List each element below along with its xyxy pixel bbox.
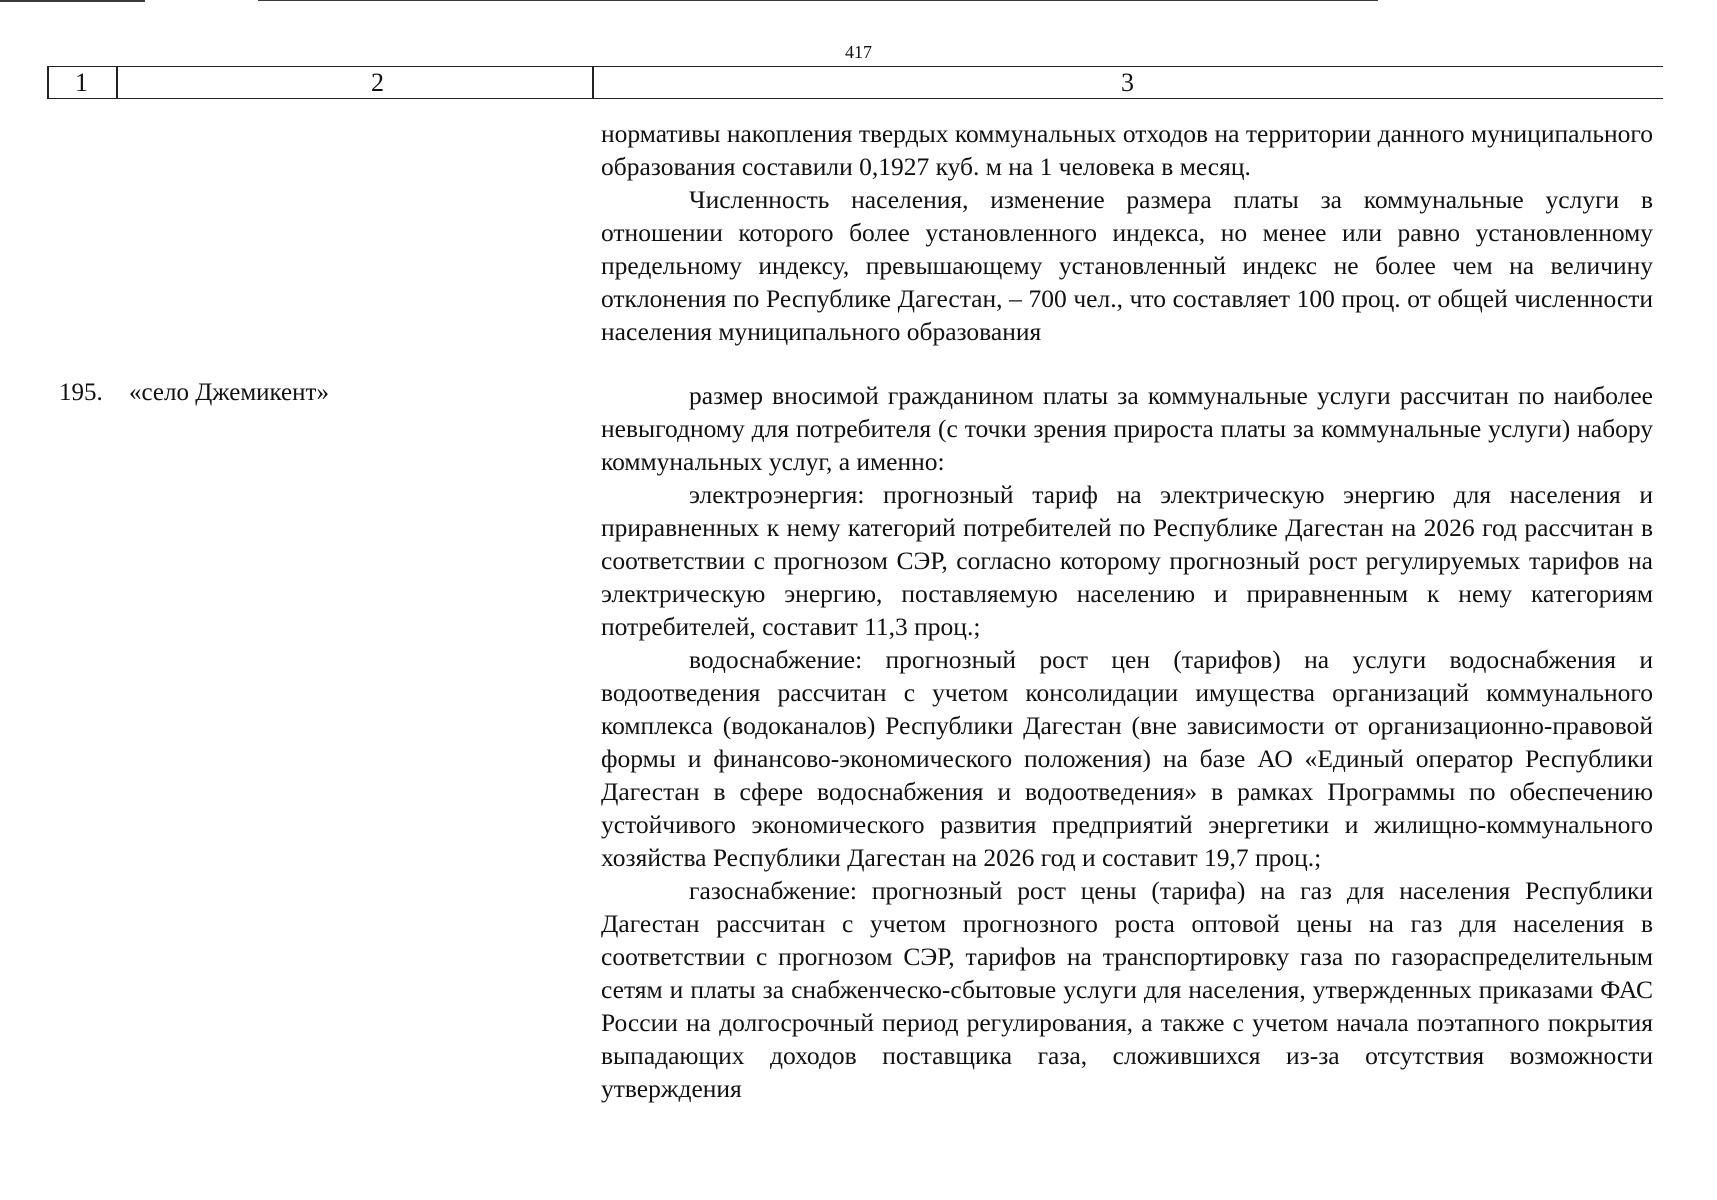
- header-col-3: 3: [1121, 68, 1134, 97]
- continuation-paragraph: нормативы накопления твердых коммунальных отходов на территории данного муниципального образования составили 0,1927 куб. м на 1 человека в месяц.: [601, 119, 1653, 181]
- continuation-paragraph: Численность населения, изменение размера платы за коммунальные услуги в отношении которого более установленного индекса, но менее или равно установленному предельному индексу, превышающему установленный индекс не более чем на величину отклонения по Республике Дагестан, – 700 чел., что составляет 100 проц. от общей численности населения муниципального образования: [601, 185, 1653, 346]
- scan-edge-left: [0, 0, 145, 2]
- entry-name: «село Джемикент»: [129, 379, 329, 406]
- table-header-row: [47, 66, 1663, 99]
- entry-description: [601, 379, 1653, 1105]
- header-col-1: 1: [75, 68, 88, 97]
- entry-paragraph: водоснабжение: прогнозный рост цен (тарифов) на услуги водоснабжения и водоотведения рассчитан с учетом консолидации имущества организаций коммунального комплекса (водоканалов) Республики Дагестан (вне зависимости от организационно-правовой формы и финансово-экономического положения) на базе АО «Единый оператор Республики Дагестан в сфере водоснабжения и водоотведения» в рамках Программы по обеспечению устойчивого экономического развития предприятий энергетики и жилищно-коммунального хозяйства Республики Дагестан на 2026 год и составит 19,7 проц.;: [601, 645, 1653, 872]
- entry-paragraph: газоснабжение: прогнозный рост цены (тарифа) на газ для населения Республики Дагестан рассчитан с учетом прогнозного роста оптовой цены на газ для населения в соответствии с прогнозом СЭР, тарифов на транспортировку газа по газораспределительным сетям и платы за снабженческо-сбытовые услуги для населения, утвержденных приказами ФАС России на долгосрочный период регулирования, а также с учетом начала поэтапного покрытия выпадающих доходов поставщика газа, сложившихся из-за отсутствия возможности утверждения: [601, 876, 1653, 1103]
- entry-paragraph: размер вносимой гражданином платы за коммунальные услуги рассчитан по наиболее невыгодному для потребителя (с точки зрения прироста платы за коммунальные услуги) набору коммунальных услуг, а именно:: [601, 381, 1653, 476]
- header-col-2: 2: [371, 68, 384, 97]
- entry-number: 195.: [59, 379, 103, 406]
- entry-paragraph: электроэнергия: прогнозный тариф на электрическую энергию для населения и приравненных к нему категорий потребителей по Республике Дагестан на 2026 год рассчитан в соответствии с прогнозом СЭР, согласно которому прогнозный рост регулируемых тарифов на электрическую энергию, поставляемую населению и приравненным к нему категориям потребителей, составит 11,3 проц.;: [601, 480, 1653, 641]
- page-number: 417: [845, 42, 872, 62]
- scan-edge-right: [258, 0, 1378, 1]
- continuation-text: [601, 117, 1653, 348]
